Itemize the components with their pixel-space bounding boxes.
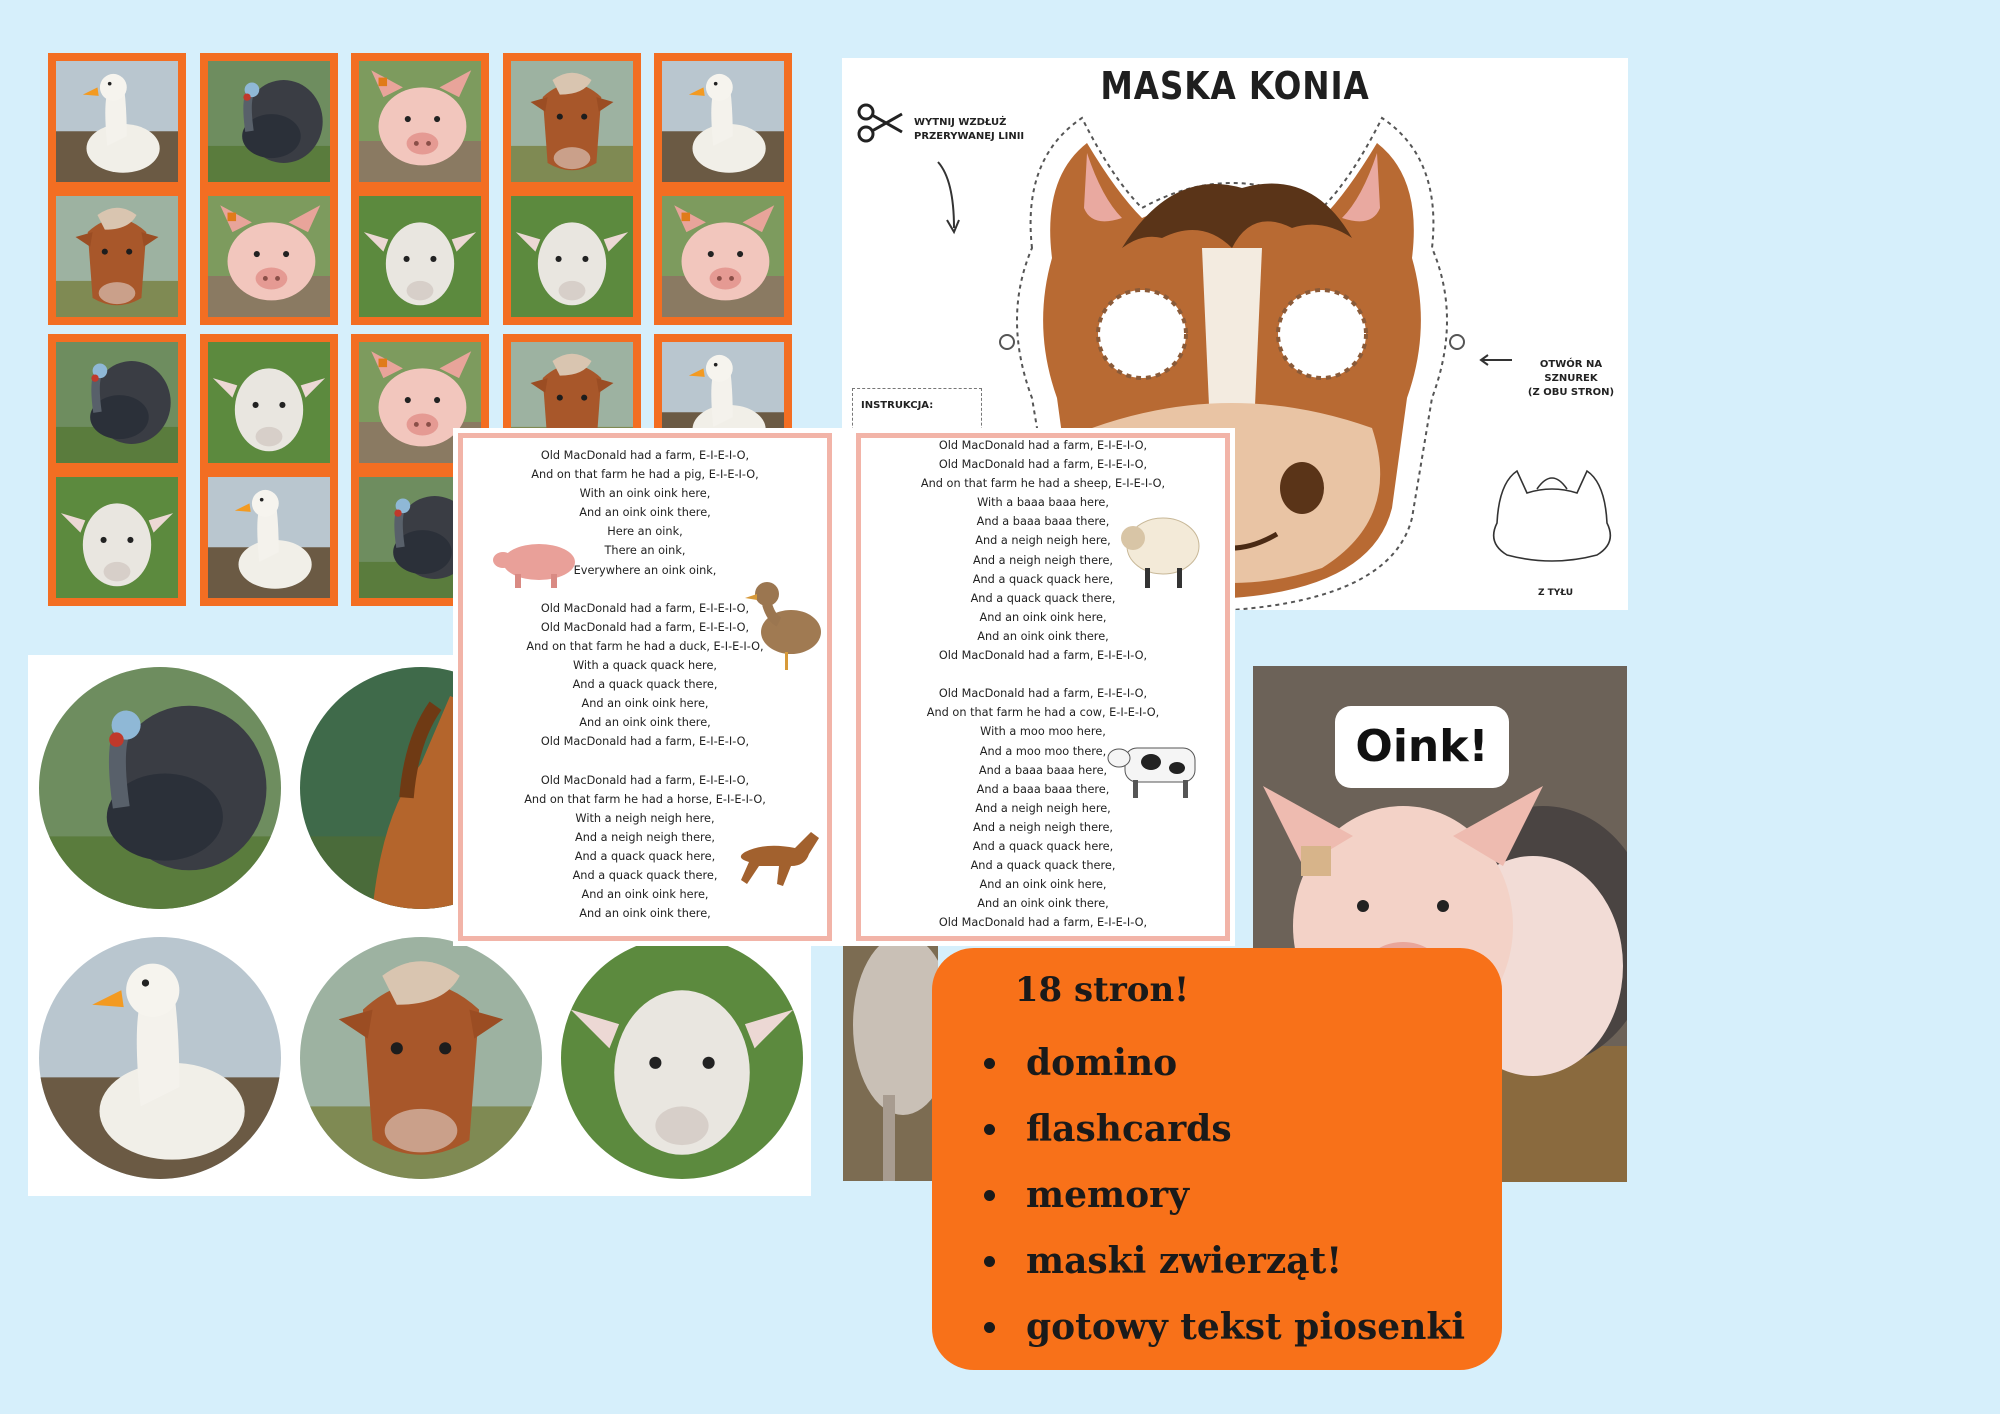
arrow-icon bbox=[1478, 354, 1514, 366]
duck-photo bbox=[208, 477, 330, 598]
song-line: And an oink oink here, bbox=[979, 610, 1107, 624]
song-page-1 bbox=[458, 433, 832, 941]
song-line: And a moo moo there, bbox=[979, 744, 1107, 758]
pig-photo bbox=[359, 61, 481, 182]
domino-card bbox=[200, 334, 338, 606]
horse-illustration bbox=[725, 822, 825, 892]
song-line: Old MacDonald had a farm, E-I-E-I-O, bbox=[938, 439, 1148, 452]
song-line: Old MacDonald had a farm, E-I-E-I-O, bbox=[938, 687, 1148, 701]
song-line: Old MacDonald had a farm, E-I-E-I-O, bbox=[540, 620, 750, 634]
speech-bubble: Oink! bbox=[1335, 706, 1509, 788]
cut-instruction: WYTNIJ WZDŁUŻ PRZERYWANEJ LINII bbox=[914, 117, 1025, 142]
song-line: And a neigh neigh there, bbox=[575, 830, 715, 844]
song-line: And an oink oink there, bbox=[977, 897, 1109, 911]
song-page-2 bbox=[856, 433, 1230, 941]
list-item: flashcards bbox=[984, 1096, 1465, 1162]
song-line bbox=[463, 752, 827, 771]
instructions-label: INSTRUKCJA: bbox=[861, 400, 934, 411]
duck-photo bbox=[662, 61, 784, 182]
bullet-icon bbox=[984, 1190, 995, 1201]
features-box bbox=[932, 948, 1502, 1370]
song-line: And a neigh neigh here, bbox=[975, 801, 1111, 815]
cow-illustration bbox=[1105, 734, 1213, 802]
song-line: With a neigh neigh here, bbox=[575, 811, 715, 825]
song-line: Here an oink, bbox=[607, 525, 683, 539]
string-hole-label: OTWÓR NA SZNUREK (Z OBU STRON) bbox=[1527, 359, 1615, 398]
song-line: Old MacDonald had a farm, E-I-E-I-O, bbox=[540, 735, 750, 749]
pig-photo bbox=[662, 196, 784, 317]
song-line: With an oink oink here, bbox=[579, 487, 711, 501]
song-line: Old MacDonald had a farm, E-I-E-I-O, bbox=[540, 601, 750, 615]
features-title: 18 stron! bbox=[1014, 970, 1190, 1010]
domino-card bbox=[351, 53, 489, 325]
song-line: And an oink oink here, bbox=[581, 697, 709, 711]
scissors-icon bbox=[856, 100, 906, 146]
song-line: And a baaa baaa there, bbox=[976, 782, 1110, 796]
song-line: And an oink oink there, bbox=[579, 907, 711, 921]
song-line: And a neigh neigh there, bbox=[973, 553, 1113, 567]
bullet-icon bbox=[984, 1322, 995, 1333]
bullet-icon bbox=[984, 1058, 995, 1069]
sheep-photo-strip bbox=[843, 945, 938, 1181]
duck-illustration bbox=[745, 566, 825, 674]
lamb-photo bbox=[208, 342, 330, 463]
list-item: memory bbox=[984, 1162, 1465, 1228]
lamb-photo bbox=[359, 196, 481, 317]
song-line: And a quack quack here, bbox=[972, 839, 1114, 853]
song-line: And a neigh neigh here, bbox=[975, 534, 1111, 548]
song-line: And a quack quack here, bbox=[972, 572, 1114, 586]
domino-card bbox=[654, 53, 792, 325]
song-line: Old MacDonald had a farm, E-I-E-I-O, bbox=[938, 458, 1148, 472]
list-item: gotowy tekst piosenki bbox=[984, 1294, 1465, 1360]
song-line: Old MacDonald had a farm, E-I-E-I-O, bbox=[938, 916, 1148, 930]
bullet-icon bbox=[984, 1256, 995, 1267]
back-label: Z TYŁU bbox=[1538, 588, 1574, 598]
song-line: And a baaa baaa here, bbox=[978, 763, 1108, 777]
pig-photo bbox=[208, 196, 330, 317]
song-line: And a quack quack there, bbox=[572, 869, 718, 883]
turkey-circle bbox=[39, 667, 281, 909]
song-line: And a quack quack here, bbox=[574, 849, 716, 863]
song-line: And an oink oink there, bbox=[977, 629, 1109, 643]
cow-photo bbox=[56, 196, 178, 317]
song-line: And on that farm he had a horse, E-I-E-I-O, bbox=[524, 792, 766, 806]
song-line: And an oink oink there, bbox=[579, 506, 711, 520]
song-line: And a quack quack there, bbox=[572, 678, 718, 692]
mask-back-outline bbox=[1477, 463, 1627, 573]
song-line: And a baaa baaa there, bbox=[976, 515, 1110, 529]
song-line: And an oink oink here, bbox=[581, 888, 709, 902]
song-line bbox=[861, 665, 1225, 684]
song-line: With a moo moo here, bbox=[980, 725, 1106, 739]
song-line: And a neigh neigh there, bbox=[973, 820, 1113, 834]
mask-title: MASKA KONIA bbox=[1100, 64, 1370, 108]
song-line: And on that farm he had a sheep, E-I-E-I-O, bbox=[920, 477, 1166, 491]
domino-card bbox=[48, 53, 186, 325]
duck-circle bbox=[39, 937, 281, 1179]
features-list bbox=[984, 1030, 1465, 1360]
domino-card bbox=[48, 334, 186, 606]
list-item: maski zwierząt! bbox=[984, 1228, 1465, 1294]
song-line: And an oink oink here, bbox=[979, 878, 1107, 892]
song-line: Everywhere an oink oink, bbox=[573, 563, 717, 577]
lamb-photo bbox=[511, 196, 633, 317]
song-sheet bbox=[453, 428, 1235, 946]
duck-photo bbox=[56, 61, 178, 182]
song-line: And a quack quack there, bbox=[970, 859, 1116, 873]
pig-illustration bbox=[489, 534, 585, 590]
lamb-photo bbox=[56, 477, 178, 598]
turkey-photo bbox=[56, 342, 178, 463]
song-line: With a quack quack here, bbox=[573, 659, 717, 673]
turkey-photo bbox=[208, 61, 330, 182]
cow-photo bbox=[511, 61, 633, 182]
sheep-illustration bbox=[1115, 506, 1205, 592]
arrow-icon bbox=[934, 158, 964, 238]
song-line: There an oink, bbox=[604, 544, 686, 558]
song-line: Old MacDonald had a farm, E-I-E-I-O, bbox=[540, 773, 750, 787]
song-line: Old MacDonald had a farm, E-I-E-I-O, bbox=[938, 649, 1148, 663]
song-line: And on that farm he had a cow, E-I-E-I-O, bbox=[926, 706, 1160, 720]
song-line: And an oink oink there, bbox=[579, 716, 711, 730]
cow-circle bbox=[300, 937, 542, 1179]
song-line: Old MacDonald had a farm, E-I-E-I-O, bbox=[540, 449, 750, 462]
bullet-icon bbox=[984, 1124, 995, 1135]
song-line: And on that farm he had a pig, E-I-E-I-O, bbox=[531, 468, 759, 482]
lamb-circle bbox=[561, 937, 803, 1179]
song-line: And on that farm he had a duck, E-I-E-I-O, bbox=[526, 639, 764, 653]
song-line: And a quack quack there, bbox=[970, 591, 1116, 605]
domino-card bbox=[200, 53, 338, 325]
song-line: With a baaa baaa here, bbox=[977, 496, 1109, 510]
domino-card bbox=[503, 53, 641, 325]
list-item: domino bbox=[984, 1030, 1465, 1096]
